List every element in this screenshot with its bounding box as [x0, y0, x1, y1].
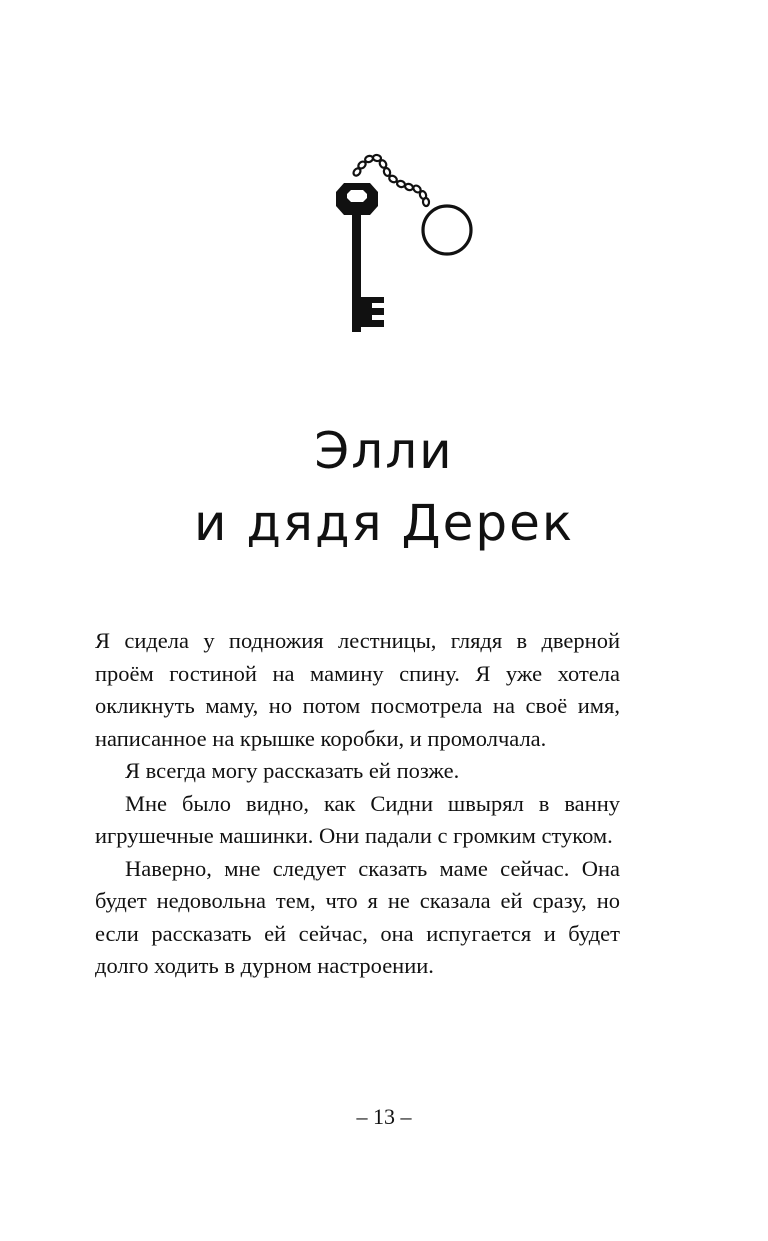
chapter-title [0, 415, 768, 559]
chapter-body [95, 625, 620, 983]
paragraph: Я всегда могу рассказать ей позже. [125, 758, 460, 783]
paragraph: Я сидела у подножия лестницы, глядя в дверной проём гостиной на мамину спину. Я уже хотела окликнуть маму, но потом посмотрела на своё имя, написанное на крышке коробки, и промолчала. [95, 628, 620, 751]
paragraph: Мне было видно, как Сидни швырял в ванну игрушечные машинки. Они падали с громким стуком. [95, 790, 620, 848]
chapter-title-line-1: Элли [314, 422, 454, 480]
chapter-title-line-2: и дядя Дерек [193, 494, 575, 552]
paragraph: Наверно, мне следует сказать маме сейчас. Она будет недовольна тем, что я не сказала ей сразу, но если рассказать ей сейчас, она испугается и будет долго ходить в дурном настроении. [95, 855, 620, 978]
page-number: – 13 – [356, 1104, 412, 1129]
key-with-ring-icon [330, 150, 480, 340]
